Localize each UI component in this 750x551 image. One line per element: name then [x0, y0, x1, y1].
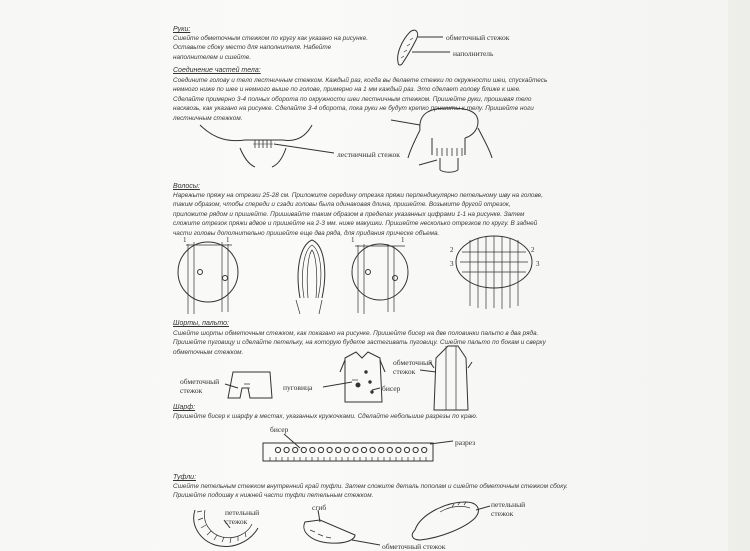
scarf-bead	[361, 447, 366, 452]
scan-edge	[728, 0, 750, 551]
shoe-middle-illustration	[304, 510, 380, 545]
scarf-bead	[413, 447, 418, 452]
hair-number: 1	[401, 236, 405, 244]
scarf-heading: Шарф:	[173, 404, 196, 411]
hair-head-3	[456, 236, 532, 309]
hair-number: 1	[351, 236, 355, 244]
shoes-text: Сшейте петельным стежком внутренний край туфли. Затем сложите деталь пополам и сшейте обметочным стежком сбоку. Пришейте подошву к нижней части туфли петельным стежком.	[173, 483, 568, 500]
shorts-illustration	[225, 372, 272, 398]
shoe-left-illustration	[194, 510, 258, 546]
scarf-bead	[353, 447, 358, 452]
hair-text: Нарежьте пряжу на отрезки 25-28 см. Приложите середину отрезка пряжи перпендикулярно петельному шву на голове, таким образом, чтобы спереди и сзади головы была одинаковая длина, пришейте. Возьмите другой отрезок, приложите рядом и пришейте. Пришивайте таким образом в пределах указанных цифрами 1-1 на рисунке. Затем сложите отрезок пряжи вдвое и пришейте на 2-3 мм. ниже макушки. Пришейте несколько отрезков по кругу. В задней части головы дополнительно пришейте еще два ряда, для придания прическе объема.	[173, 192, 544, 237]
neck-illustration	[200, 125, 334, 167]
scarf-bead-label: бисер	[270, 425, 289, 434]
fold-label: сгиб	[312, 503, 327, 512]
assembly-heading: Соединение частей тела:	[173, 67, 261, 74]
scarf-bead	[379, 447, 384, 452]
scarf-illustration	[263, 434, 453, 461]
scarf-bead	[275, 447, 280, 452]
arm-illustration	[398, 30, 450, 65]
body-illustration	[391, 108, 492, 172]
scarf-bead	[396, 447, 401, 452]
scarf-bead	[344, 447, 349, 452]
coat-stitch-label: обметочный стежок	[393, 358, 433, 376]
shoe-blanket-label-right: петельный стежок	[491, 500, 526, 518]
shorts-text: Сшейте шорты обметочным стежком, как показано на рисунке. Пришейте бисер на две половинки пальто в два ряда. Пришейте пуговицу и сделайте петельку, на которую будете застегивать пуговицу. Сшейте пальто по бокам и сверху обметочным стежком.	[173, 330, 546, 356]
shoes-heading: Туфли:	[173, 474, 197, 481]
assembly-text: Соедините голову и тело лестничным стежком. Каждый раз, когда вы делаете стежки по окружности шеи, спускайтесь немного ниже по шее и немного выше по голове, примерно на 1 мм каждый раз. Это сделает голову ближе к шее. Сделайте примерно 3-4 полных оборота по окружности шеи лестничным стежком. Пришейте руки, прошивая тело насквозь, как указано на рисунке. Сделайте 3-4 оборота, пока руки не будут крепко пришиты к телу. Пришейте ноги лестничным стежком.	[173, 77, 548, 122]
hair-head-2	[352, 244, 408, 314]
scarf-bead	[422, 447, 427, 452]
bead-label: бисер	[382, 384, 401, 393]
coat-front-illustration	[323, 352, 385, 402]
scarf-bead	[370, 447, 375, 452]
hair-number: 1	[226, 236, 230, 244]
scarf-bead	[387, 447, 392, 452]
hair-head-1	[178, 242, 238, 314]
arms-heading: Руки:	[173, 26, 191, 33]
hair-number: 3	[450, 260, 454, 268]
coat-back-illustration	[420, 346, 472, 410]
hair-number: 3	[536, 260, 540, 268]
shoe-blanket-label-left: петельный стежок	[225, 508, 260, 526]
scarf-bead	[327, 447, 332, 452]
scarf-bead	[310, 447, 315, 452]
hair-number: 1	[183, 236, 187, 244]
hair-heading: Волосы:	[173, 183, 200, 190]
hair-number: 2	[531, 246, 535, 254]
hair-strands	[296, 240, 325, 314]
shoe-right-illustration	[412, 502, 490, 540]
scarf-bead	[318, 447, 323, 452]
scarf-cut-label: разрез	[455, 438, 476, 447]
scarf-bead	[404, 447, 409, 452]
scarf-bead	[284, 447, 289, 452]
hair-number: 2	[450, 246, 454, 254]
arms-filler-label: наполнитель	[453, 49, 494, 58]
shoe-stitch-label: обметочный стежок	[382, 542, 446, 551]
scarf-bead	[336, 447, 341, 452]
scarf-bead	[301, 447, 306, 452]
arms-text: Сшейте обметочным стежком по кругу как указано на рисунке. Оставьте сбоку место для наполнителя. Набейте наполнителем и сшейте.	[173, 35, 368, 61]
scarf-text: Пришейте бисер к шарфу в местах, указанных кружочками. Сделайте небольшие разрезы по краю.	[173, 413, 478, 420]
shorts-heading: Шорты, пальто:	[173, 320, 229, 327]
ladder-stitch-label: лестничный стежок	[337, 150, 400, 159]
arms-stitch-label: обметочный стежок	[446, 33, 510, 42]
button-label: пуговица	[283, 383, 313, 392]
shorts-stitch-label: обметочный стежок	[180, 377, 220, 395]
scarf-bead	[293, 447, 298, 452]
